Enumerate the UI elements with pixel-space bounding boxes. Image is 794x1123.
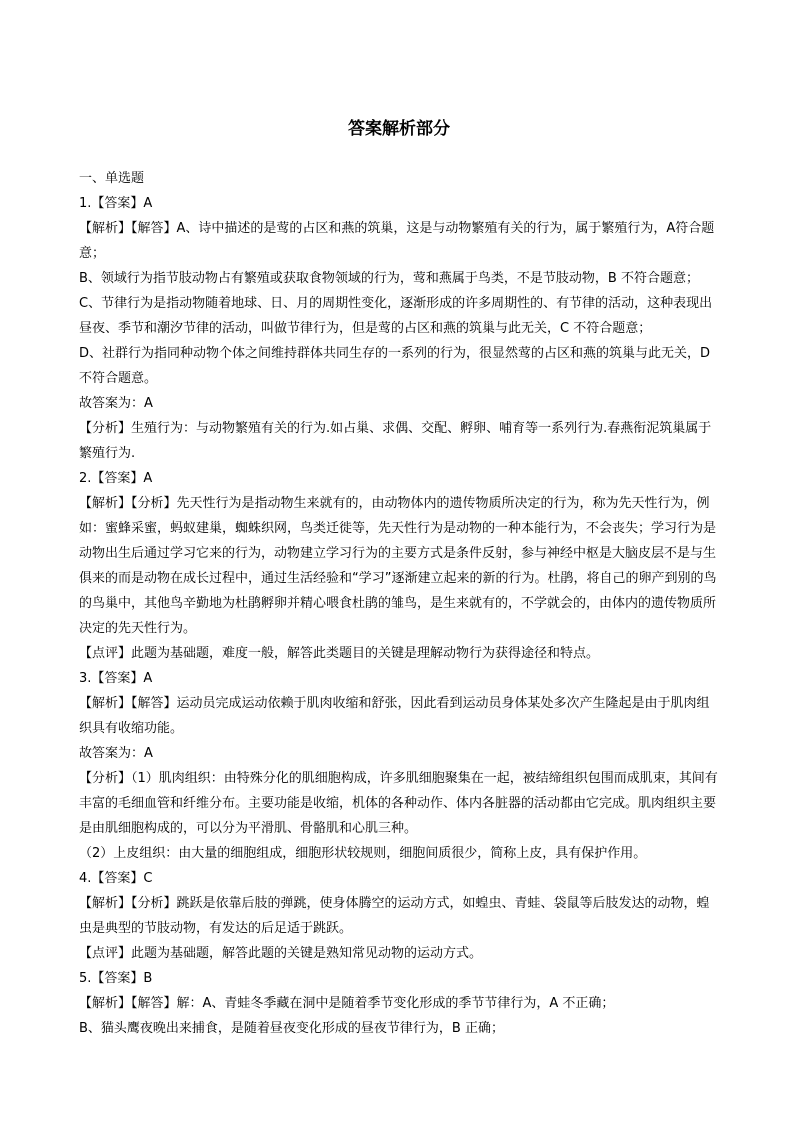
explanation-line-1b: B、领域行为指节肢动物占有繁殖或获取食物领域的行为，莺和燕属于鸟类，不是节肢动物，B 不符合题意； bbox=[79, 271, 699, 286]
answer-line-2: 2.【答案】A bbox=[79, 471, 153, 486]
explanation-line-1c: C、节律行为是指动物随着地球、日、月的周期性变化，逐渐形成的许多周期性的、有节律的活动，这种表现出昼夜、季节和潮汐节律的活动，叫做节律行为，但是莺的占区和燕的筑巢与此无关，C 不符合题意； bbox=[79, 296, 713, 336]
explanation-line-1a: 【解析】【解答】A、诗中描述的是莺的占区和燕的筑巢，这是与动物繁殖有关的行为，属于繁殖行为，A符合题意； bbox=[79, 221, 715, 261]
comment-line-4: 【点评】此题为基础题，解答此题的关键是熟知常见动物的运动方式。 bbox=[79, 946, 483, 961]
conclusion-line-3: 故答案为：A bbox=[79, 746, 153, 761]
explanation-line-2: 【解析】【分析】先天性行为是指动物生来就有的，由动物体内的遗传物质所决定的行为，称为先天性行为，例如：蜜蜂采蜜，蚂蚁建巢，蜘蛛织网，鸟类迁徙等，先天性行为是动物的一种本能行为，不会丧失；学习行为是动物出生后通过学习它来的行为，动物建立学习行为的主要方式是条件反射，参与神经中枢是大脑皮层不是与生俱来的而是动物在成长过程中，通过生活经验和“学习”逐渐建立起来的新的行为。杜鹃，将自己的卵产到别的鸟的鸟巢中，其他鸟辛勤地为杜鹃孵卵并精心喂食杜鹃的雏鸟，是生来就有的，不学就会的，由体内的遗传物质所决定的先天性行为。 bbox=[79, 496, 717, 636]
section-heading: 一、单选题 bbox=[79, 171, 145, 186]
conclusion-line-1: 故答案为：A bbox=[79, 396, 153, 411]
comment-line-2: 【点评】此题为基础题，难度一般，解答此类题目的关键是理解动物行为获得途径和特点。 bbox=[79, 646, 600, 661]
explanation-line-4: 【解析】【分析】跳跃是依靠后肢的弹跳，使身体腾空的运动方式，如蝗虫、青蛙、袋鼠等后肢发达的动物，蝗虫是典型的节肢动物，有发达的后足适于跳跃。 bbox=[79, 896, 710, 936]
answer-line-1: 1.【答案】A bbox=[79, 196, 153, 211]
page-title: 答案解析部分 bbox=[348, 119, 450, 139]
analysis-line-1: 【分析】生殖行为：与动物繁殖有关的行为.如占巢、求偶、交配、孵卵、哺育等一系列行为.春燕衔泥筑巢属于繁殖行为. bbox=[79, 421, 712, 461]
explanation-line-1d: D、社群行为指同种动物个体之间维持群体共同生存的一系列的行为，很显然莺的占区和燕的筑巢与此无关，D 不符合题意。 bbox=[79, 346, 711, 386]
explanation-line-5b: B、猫头鹰夜晚出来捕食，是随着昼夜变化形成的昼夜节律行为，B 正确； bbox=[79, 1021, 504, 1036]
answer-line-3: 3.【答案】A bbox=[79, 671, 153, 686]
answer-page bbox=[79, 116, 719, 1041]
explanation-line-3: 【解析】【解答】运动员完成运动依赖于肌肉收缩和舒张，因此看到运动员身体某处多次产生隆起是由于肌肉组织具有收缩功能。 bbox=[79, 696, 710, 736]
answer-line-5: 5.【答案】B bbox=[79, 971, 153, 986]
answer-line-4: 4.【答案】C bbox=[79, 871, 153, 886]
analysis-line-3a: 【分析】（1）肌肉组织：由特殊分化的肌细胞构成，许多肌细胞聚集在一起，被结缔组织包围而成肌束，其间有丰富的毛细血管和纤维分布。主要功能是收缩，机体的各种动作、体内各脏器的活动都由它完成。肌肉组织主要是由肌细胞构成的，可以分为平滑肌、骨骼肌和心肌三种。 bbox=[79, 771, 718, 836]
explanation-line-5a: 【解析】【解答】解：A、青蛙冬季藏在洞中是随着季节变化形成的季节节律行为，A 不正确； bbox=[79, 996, 615, 1011]
answer-body bbox=[79, 191, 719, 1041]
analysis-line-3b: （2）上皮组织：由大量的细胞组成，细胞形状较规则，细胞间质很少，简称上皮，具有保护作用。 bbox=[79, 846, 647, 861]
